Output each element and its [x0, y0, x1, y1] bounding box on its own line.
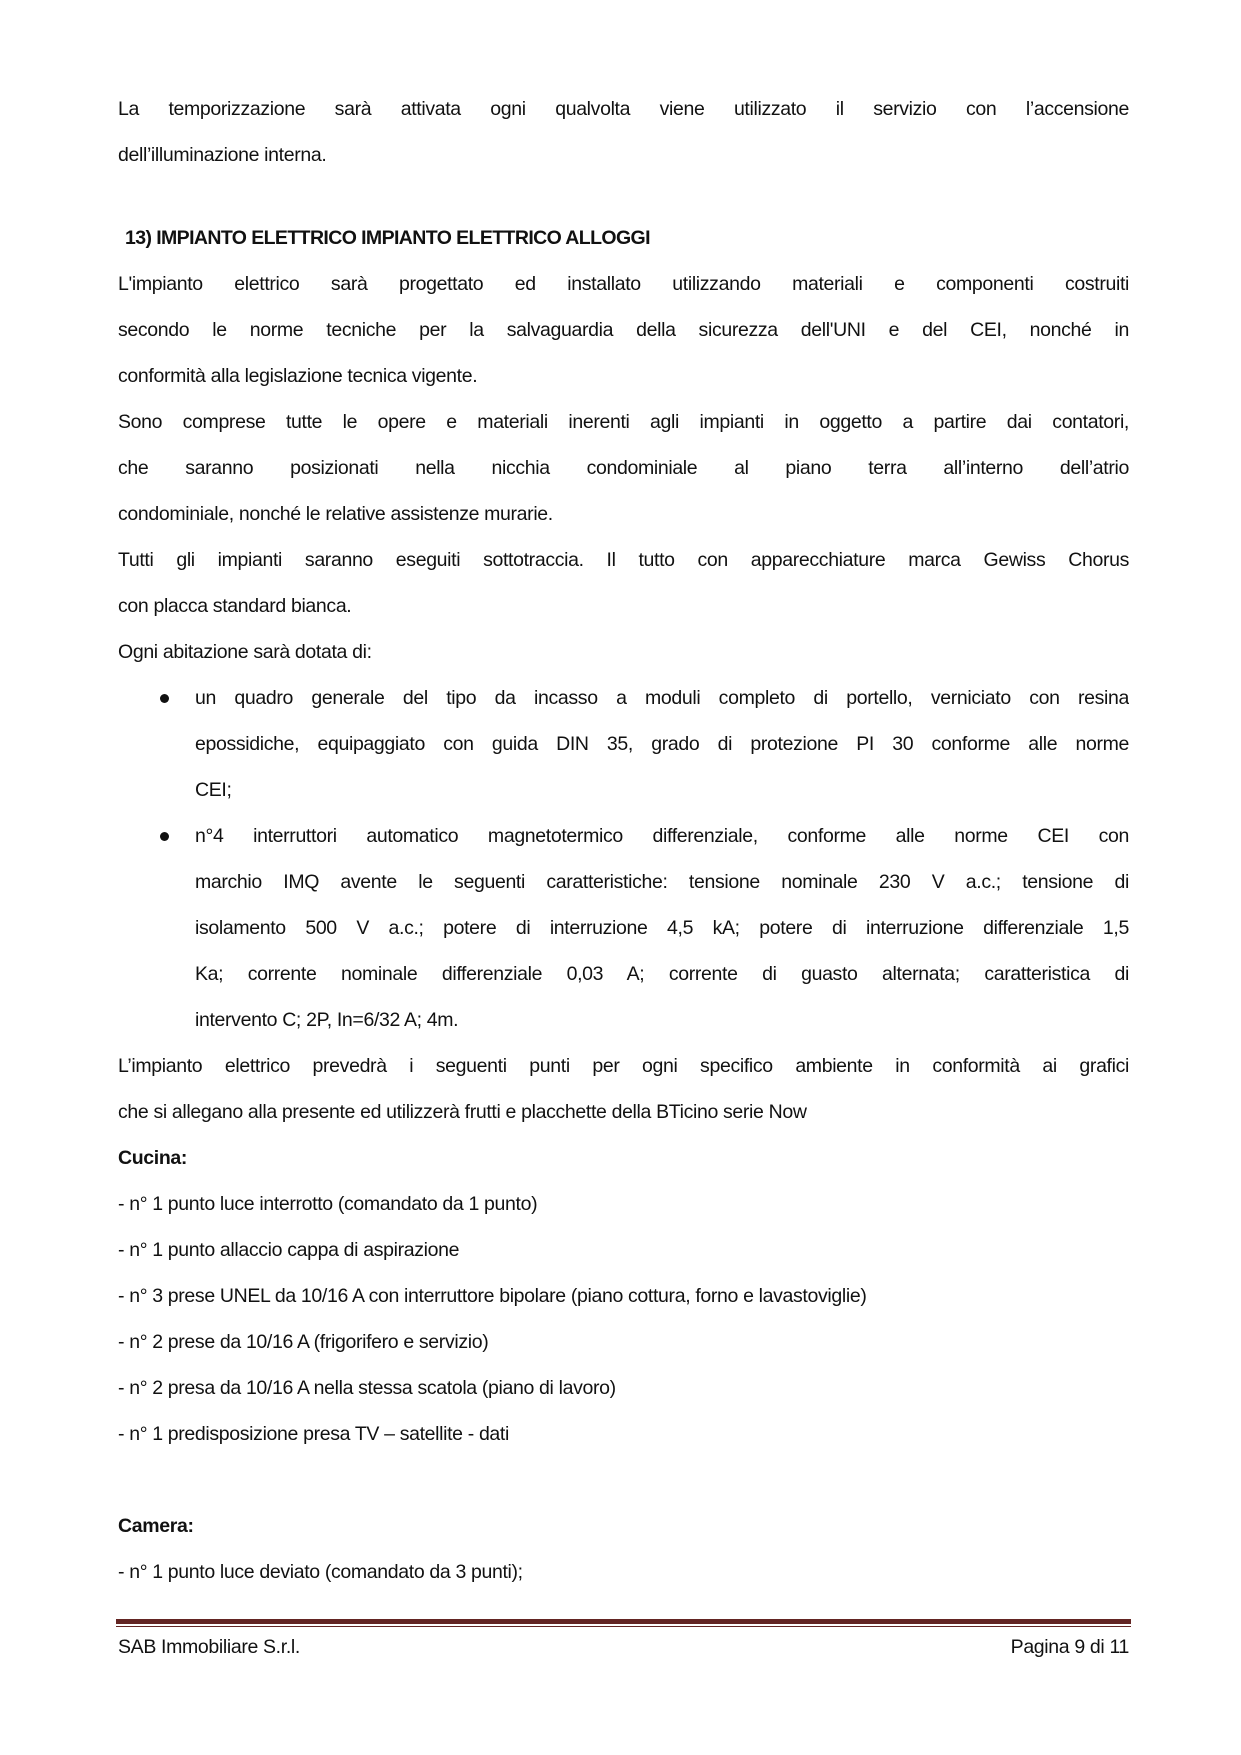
- bullet-line: marchio IMQ avente le seguenti caratteristiche: tensione nominale 230 V a.c.; tensione di: [195, 871, 1129, 893]
- bullet-item-quadro: [118, 675, 1129, 813]
- para2-line-1: Sono comprese tutte le opere e materiali inerenti agli impianti in oggetto a partire dai contatori,: [118, 411, 1129, 433]
- cucina-title: Cucina:: [118, 1147, 188, 1169]
- cucina-item: - n° 1 punto luce interrotto (comandato da 1 punto): [118, 1193, 538, 1215]
- bullet-line: n°4 interruttori automatico magnetotermico differenziale, conforme alle norme CEI con: [195, 825, 1129, 847]
- bullet-icon: [160, 694, 169, 703]
- para4-line-1: L’impianto elettrico prevedrà i seguenti punti per ogni specifico ambiente in conformità ai grafici: [118, 1055, 1129, 1077]
- intro-line-1: La temporizzazione sarà attivata ogni qualvolta viene utilizzato il servizio con l’accensione: [118, 98, 1129, 120]
- bullet-line: epossidiche, equipaggiato con guida DIN 35, grado di protezione PI 30 conforme alle norme: [195, 733, 1129, 755]
- footer-company: SAB Immobiliare S.r.l.: [118, 1636, 300, 1658]
- cucina-item: - n° 3 prese UNEL da 10/16 A con interruttore bipolare (piano cottura, forno e lavastoviglie): [118, 1285, 867, 1307]
- intro-line-2: dell’illuminazione interna.: [118, 144, 327, 166]
- bullet-item-interruttori: [118, 813, 1129, 1043]
- bullet-line: un quadro generale del tipo da incasso a moduli completo di portello, verniciato con resina: [195, 687, 1129, 709]
- para1-line-1: L'impianto elettrico sarà progettato ed installato utilizzando materiali e componenti costruiti: [118, 273, 1129, 295]
- bullet-line: isolamento 500 V a.c.; potere di interruzione 4,5 kA; potere di interruzione differenziale 1,5: [195, 917, 1129, 939]
- list-intro: Ogni abitazione sarà dotata di:: [118, 641, 372, 663]
- cucina-item: - n° 2 presa da 10/16 A nella stessa scatola (piano di lavoro): [118, 1377, 616, 1399]
- para2-line-3: condominiale, nonché le relative assistenze murarie.: [118, 503, 553, 525]
- bullet-line: intervento C; 2P, In=6/32 A; 4m.: [195, 1009, 459, 1031]
- cucina-item: - n° 1 punto allaccio cappa di aspirazione: [118, 1239, 460, 1261]
- spacer: [118, 178, 1129, 215]
- footer-divider: [116, 1619, 1131, 1627]
- camera-title: Camera:: [118, 1515, 194, 1537]
- spacer: [118, 1457, 1129, 1503]
- para3-line-2: con placca standard bianca.: [118, 595, 352, 617]
- para3-line-1: Tutti gli impianti saranno eseguiti sottotraccia. Il tutto con apparecchiature marca Gewiss Chorus: [118, 549, 1129, 571]
- section-heading: 13) IMPIANTO ELETTRICO IMPIANTO ELETTRICO ALLOGGI: [125, 227, 650, 249]
- para4-line-2: che si allegano alla presente ed utilizzerà frutti e placchette della BTicino serie Now: [118, 1101, 807, 1123]
- cucina-item: - n° 1 predisposizione presa TV – satellite - dati: [118, 1423, 509, 1445]
- camera-item: - n° 1 punto luce deviato (comandato da 3 punti);: [118, 1561, 523, 1583]
- bullet-line: CEI;: [195, 779, 232, 801]
- bullet-line: Ka; corrente nominale differenziale 0,03 A; corrente di guasto alternata; caratteristica di: [195, 963, 1129, 985]
- para1-line-3: conformità alla legislazione tecnica vigente.: [118, 365, 478, 387]
- para1-line-2: secondo le norme tecniche per la salvaguardia della sicurezza dell'UNI e del CEI, nonché in: [118, 319, 1129, 341]
- cucina-item: - n° 2 prese da 10/16 A (frigorifero e servizio): [118, 1331, 489, 1353]
- footer-page-number: Pagina 9 di 11: [1010, 1636, 1129, 1658]
- bullet-icon: [160, 832, 169, 841]
- page-content: [118, 86, 1129, 1595]
- para2-line-2: che saranno posizionati nella nicchia condominiale al piano terra all’interno dell’atrio: [118, 457, 1129, 479]
